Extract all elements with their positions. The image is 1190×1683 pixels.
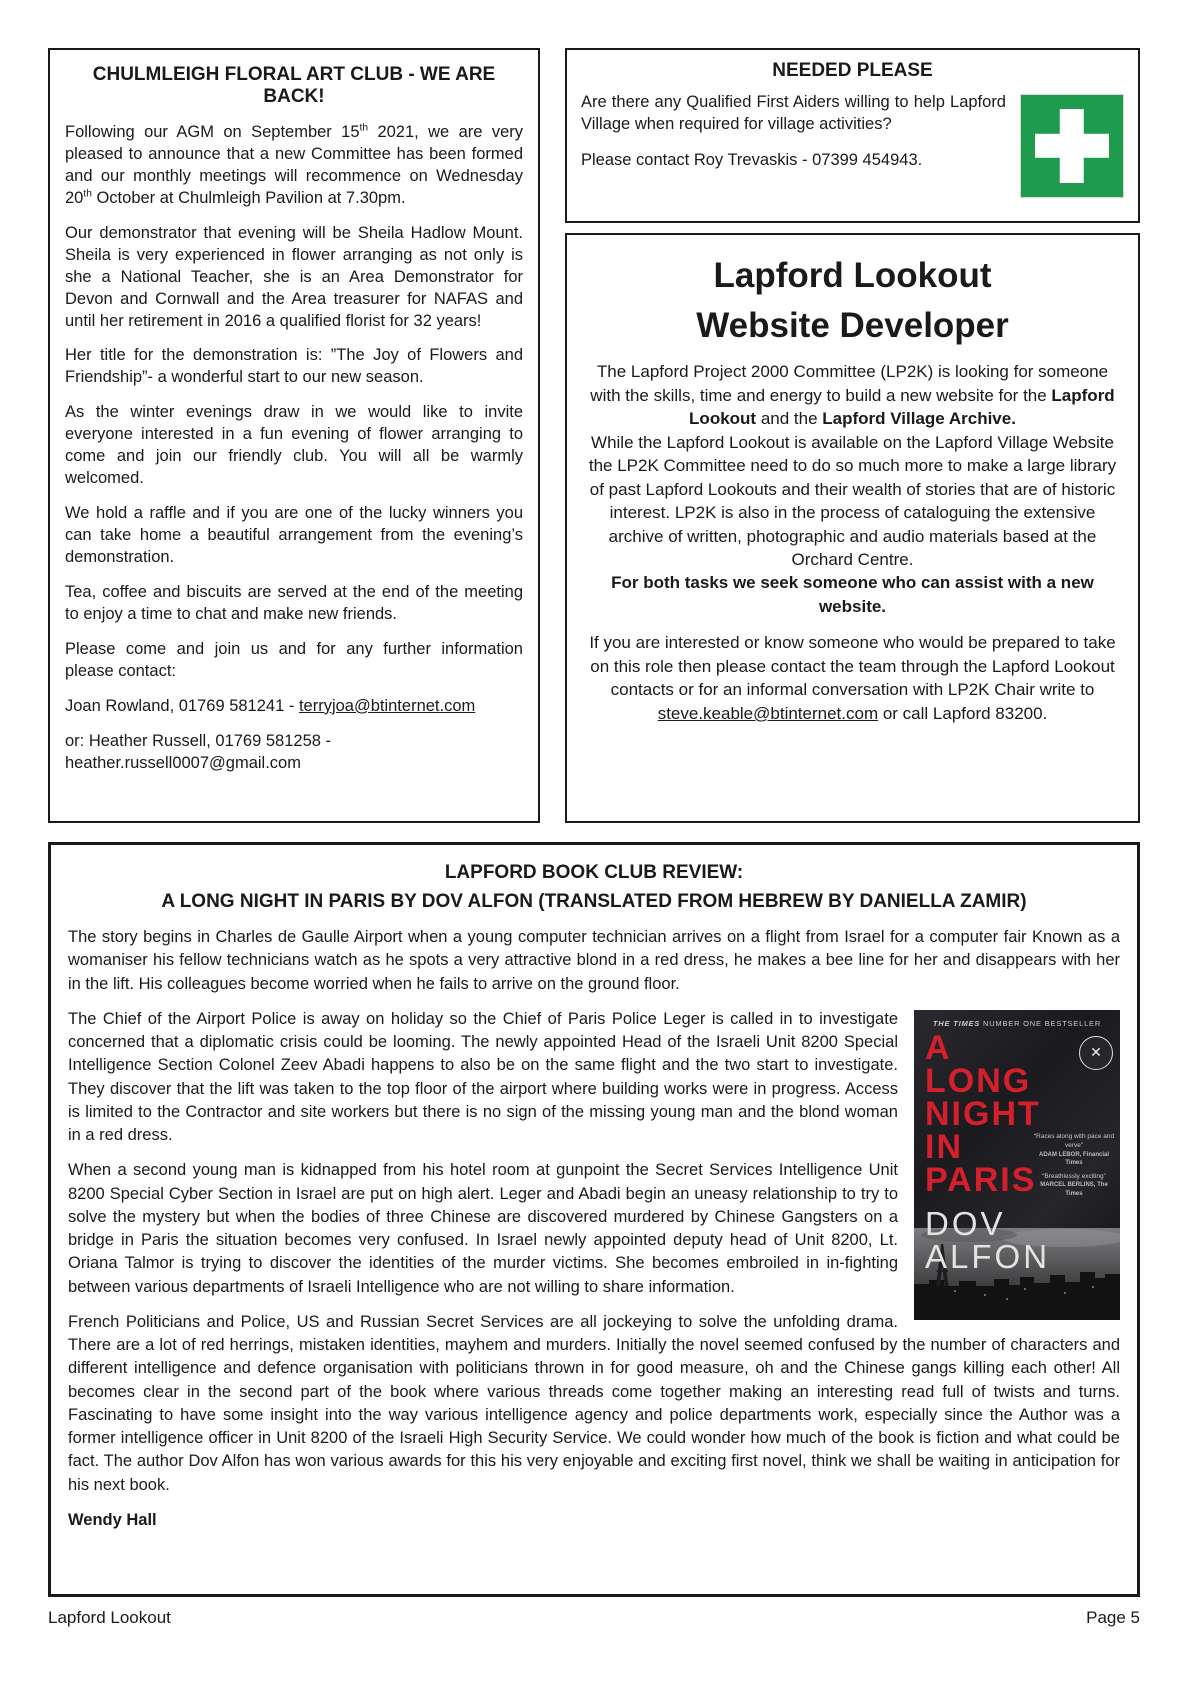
floral-club-contact-2 bbox=[65, 731, 523, 775]
cover-author-line: ALFON bbox=[925, 1238, 1051, 1276]
email-link[interactable]: terryjoa@btinternet.com bbox=[298, 696, 476, 715]
needed-please-title: NEEDED PLEASE bbox=[772, 60, 933, 81]
floral-club-article bbox=[48, 48, 540, 823]
award-badge-icon: ✕ bbox=[1079, 1036, 1113, 1070]
cover-title-line: NIGHT bbox=[925, 1094, 1041, 1133]
floral-club-paragraph: Our demonstrator that evening will be Sheila Hadlow Mount. Sheila is very experienced in flower arranging as not only is she a National Teacher, she is an Area Demonstrator for Devon and Cornwall and the Area treasurer for NAFAS and until her retirement in 2016 a qualified florist for 32 years! bbox=[65, 223, 523, 330]
webdev-title bbox=[587, 251, 1118, 350]
floral-club-paragraph: Please come and join us and for any further information please contact: bbox=[65, 639, 523, 680]
floral-club-paragraph: We hold a raffle and if you are one of the lucky winners you can take home a beautiful arrangement from the evening’s demonstration. bbox=[65, 504, 523, 566]
website-developer-advert bbox=[565, 233, 1140, 823]
cover-review-quotes bbox=[1033, 1132, 1115, 1203]
floral-club-contact-1 bbox=[65, 696, 523, 718]
paragraph-text: or call Lapford 83200. bbox=[878, 703, 1048, 723]
contact-text: Joan Rowland, 01769 581241 - bbox=[65, 696, 299, 715]
contact-email-text: heather.russell0007@gmail.com bbox=[65, 753, 301, 772]
floral-club-title: CHULMLEIGH FLORAL ART CLUB - WE ARE BACK! bbox=[92, 64, 496, 107]
cover-quote: “Races along with pace and verve” bbox=[1033, 1132, 1115, 1150]
book-cover-image bbox=[914, 1010, 1120, 1320]
cover-title-line: IN bbox=[925, 1127, 963, 1166]
ordinal-superscript: th bbox=[359, 122, 369, 134]
book-club-review bbox=[48, 842, 1140, 1597]
paragraph-text: 2021, we are very pleased to announce that a new Committee has been formed and our monthly meetings will recommence on Wednesday 20 bbox=[65, 123, 523, 207]
floral-club-paragraph bbox=[65, 122, 523, 210]
paragraph-text: If you are interested or know someone who would be prepared to take on this role then please contact the team through the Lapford Lookout contacts or for an informal conversation with LP2K Chair write to bbox=[589, 633, 1116, 700]
cover-tagline bbox=[914, 1019, 1120, 1028]
cross-horizontal-bar bbox=[1035, 134, 1108, 158]
needed-please-notice bbox=[565, 48, 1140, 223]
footer-page-number: Page 5 bbox=[1086, 1608, 1140, 1627]
cover-title bbox=[925, 1028, 1041, 1199]
cover-author-line: DOV bbox=[925, 1204, 1006, 1242]
webdev-title-line1: Lapford Lookout bbox=[713, 256, 992, 295]
floral-club-paragraph: As the winter evenings draw in we would like to invite everyone interested in a fun evening of flower arranging to come and join our friendly club. You will all be warmly welcomed. bbox=[65, 403, 523, 488]
webdev-paragraph-1 bbox=[587, 360, 1118, 430]
paragraph-text: The Lapford Project 2000 Committee (LP2K) is looking for someone with the skills, time and energy to build a new website for the bbox=[590, 362, 1109, 405]
contact-text: or: Heather Russell, 01769 581258 - bbox=[65, 731, 331, 750]
paragraph-text: Following our AGM on September 15 bbox=[65, 123, 360, 141]
book-review-paragraph: When a second young man is kidnapped from his hotel room at gunpoint the Secret Services Intelligence Unit 8200 Special Cyber Section in Israel are put on high alert. Leger and Abadi begin an uneasy relationship to try to solve the mystery but when the bodies of three Chinese are discovered murdered by Chinese Gangsters on a bridge in Paris the situation becomes very confused. In Israel newly appointed deputy head of Unit 8200, Lt. Oriana Talmor is trying to discover the identities of the murder victims. She becomes embroiled in in-fighting between various departments of Israeli Intelligence who are not willing to share information. bbox=[68, 1161, 898, 1296]
needed-please-body: Are there any Qualified First Aiders willing to help Lapford Village when required for village activities? bbox=[581, 93, 1006, 133]
bold-text: Lapford Lookout bbox=[689, 385, 1115, 429]
first-aid-cross-icon bbox=[1020, 94, 1124, 198]
cover-author-name bbox=[925, 1204, 1051, 1276]
floral-club-paragraph: Tea, coffee and biscuits are served at the end of the meeting to enjoy a time to chat and make new friends. bbox=[65, 582, 523, 623]
book-review-title-line1: LAPFORD BOOK CLUB REVIEW: bbox=[444, 862, 744, 883]
footer-publication-name: Lapford Lookout bbox=[48, 1608, 171, 1627]
floral-club-paragraph: Her title for the demonstration is: ”The Joy of Flowers and Friendship”- a wonderful start to our new season. bbox=[65, 346, 523, 387]
book-review-author: Wendy Hall bbox=[68, 1510, 157, 1529]
paragraph-text: October at Chulmleigh Pavilion at 7.30pm. bbox=[91, 188, 406, 207]
page-footer bbox=[48, 1608, 1140, 1628]
email-link[interactable]: steve.keable@btinternet.com bbox=[657, 703, 879, 723]
bold-text: Lapford Village Archive. bbox=[822, 409, 1016, 429]
webdev-paragraph-3 bbox=[587, 631, 1118, 725]
book-review-title-line2: A LONG NIGHT IN PARIS BY DOV ALFON (TRANSLATED FROM HEBREW BY DANIELLA ZAMIR) bbox=[161, 890, 1027, 912]
tagline-text: NUMBER ONE BESTSELLER bbox=[980, 1018, 1102, 1028]
webdev-paragraph-2: While the Lapford Lookout is available on the Lapford Village Website the LP2K Committee need to do so much more to make a large library of past Lapford Lookouts and their wealth of stories that are of historic interest. LP2K is also in the process of cataloguing the extensive archive of written, photographic and audio materials based at the Orchard Centre. bbox=[588, 432, 1117, 569]
cover-title-line: PARIS bbox=[925, 1160, 1037, 1199]
tagline-publication: THE TIMES bbox=[932, 1018, 981, 1028]
needed-please-contact: Please contact Roy Trevaskis - 07399 454943. bbox=[581, 150, 923, 169]
ordinal-superscript: th bbox=[83, 188, 92, 200]
cover-title-line: LONG bbox=[925, 1061, 1032, 1100]
cover-quote-attribution: MARCEL BERLINS, The Times bbox=[1040, 1182, 1108, 1198]
cover-quote: “Breathlessly exciting” bbox=[1042, 1172, 1106, 1180]
cover-quote-attribution: ADAM LEBOR, Financial Times bbox=[1038, 1151, 1109, 1167]
book-review-paragraph: French Politicians and Police, US and Russian Secret Services are all jockeying to solve the unfolding drama. There are a lot of red herrings, mistaken identities, mayhem and murders. Initially the novel seemed confused by the number of characters and different intelligence and defence organisation with politicians thrown in for good measure, oh and the Chinese gangs killing each other! All becomes clear in the second part of the book where various threads come together making an interesting read full of twists and turns. Fascinating to have some insight into the way various intelligence agency and police departments work, especially since the Author was a former intelligence officer in Unit 8200 of the Israeli High Security Service. We could wonder how much of the book is fiction and what could be fact. The author Dov Alfon has won various awards for this his very enjoyable and exciting first novel, think we shall be waiting in anticipation for his next book. bbox=[68, 1312, 1120, 1494]
webdev-title-line2: Website Developer bbox=[696, 305, 1009, 345]
cover-title-line: A bbox=[925, 1028, 952, 1067]
book-review-paragraph: The Chief of the Airport Police is away on holiday so the Chief of Paris Police Leger is called in to investigate concerned that a diplomatic crisis could be looming. The newly appointed Head of the Israeli Unit 8200 Special Intelligence Section Colonel Zeev Abadi happens to also be on the same flight and the two start to investigate. They discover that the lift was taken to the top floor of the airport where building works were in progress. Access is limited to the Contractor and site workers but there is no sign of the missing young man and the blond woman in a red dress. bbox=[68, 1009, 898, 1144]
book-review-paragraph: The story begins in Charles de Gaulle Airport when a young computer technician arrives on a flight from Israel for a computer fair Known as a womaniser his fellow technicians watch as he spots a very attractive blond in a red dress, he makes a bee line for her and disappears with her in the lift. His colleagues become worried when he fails to arrive on the ground floor. bbox=[68, 928, 1120, 993]
paragraph-text: and the bbox=[756, 409, 823, 429]
webdev-bold-callout: For both tasks we seek someone who can assist with a new website. bbox=[611, 573, 1094, 616]
